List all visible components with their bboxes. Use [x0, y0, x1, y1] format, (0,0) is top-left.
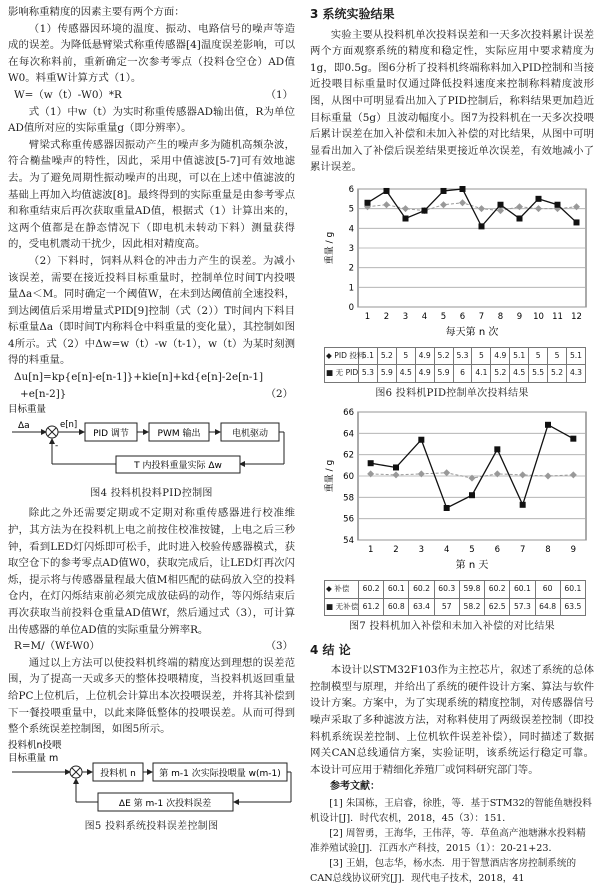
- table-cell: 5.1: [566, 347, 585, 365]
- reference-item: [3] 王娟，包志华，杨水杰．用于智慧酒店客房控制系统的CAN总线协议研究[J]．现代电子技术，2018，41: [310, 858, 577, 885]
- right-column: [310, 4, 594, 886]
- data-point: [368, 461, 374, 467]
- table-cell: 4.9: [491, 347, 510, 365]
- table-cell: 64.8: [535, 598, 560, 616]
- equation-3: R=M/（Wf-W0） （3）: [14, 640, 293, 653]
- x-tick-label: 2: [393, 545, 399, 556]
- table-series-label: ◆ PID 投料: [325, 347, 359, 365]
- figure-6-caption: 图6 投料机PID控制单次投料结果: [375, 387, 529, 399]
- y-tick-label: 5: [348, 204, 354, 215]
- y-tick-label: 64: [343, 429, 354, 440]
- x-tick-label: 2: [383, 311, 390, 322]
- references-title: 参考文献：: [330, 781, 380, 793]
- x-tick-label: 5: [469, 545, 475, 556]
- x-tick-label: 11: [552, 311, 563, 322]
- paragraph: （1）传感器因环境的温度、振动、电路信号的噪声等造成的误差。为降低悬臂梁式称重传感器[4]温度误差影响，可以在每次称料前，重新确定一次参考零点（投料仓空仓）AD值W0。料重W计算方式（1）。: [8, 22, 295, 85]
- table-cell: 4.5: [396, 365, 415, 383]
- table-cell: 62.5: [485, 598, 510, 616]
- table-cell: 57: [434, 598, 459, 616]
- table-cell: 60.2: [485, 580, 510, 598]
- table-cell: 5.2: [491, 365, 510, 383]
- x-axis-label: 每天第 n 次: [445, 326, 499, 338]
- table-cell: 5: [529, 347, 548, 365]
- paragraph: 臂梁式称重传感器因振动产生的噪声多为随机高频杂波，符合椭盐噪声的特性，因此，采用中值滤波[5-7]可有效地滤去。为了避免周期性振动噪声的出现，可以在上述中值滤波的基础上再加入均值滤波[8]。最终得到的实际重量是由参考零点和称重结束后再次获取重量AD值，根据式（1）计算出来的，这两个值都是在静态情况下（即电机未转动下料）测量获得的，受电机震动干扰少，因此相对精度高。: [8, 138, 295, 251]
- y-tick-label: 1: [348, 283, 354, 294]
- chart-figure-7: [310, 404, 594, 574]
- table-cell: 5.9: [434, 365, 453, 383]
- svg-text:电机驱动: 电机驱动: [231, 429, 269, 440]
- paragraph: 除此之外还需要定期或不定期对称重传感器进行校准维护，其方法为在投料机上电之前按住校准按键，上电之后三秒钟，看到LED灯闪烁即可松手，此时进入校验传感器模式，获取空仓下的参考零点AD值W0，获取完成后，让LED灯再次闪烁，提示将与传感器量程最大值M相匹配的砝码放入空的投料仓内，在灯闪烁结束前必须完成放砝码的动作，等闪烁结束后再次获取当前投料仓重量AD值Wf，然后通过式（3），可计算出传感器的单位AD值的实际重量分辨率R。: [8, 507, 295, 636]
- equation-2: Δu[n]=kp{e[n]-e[n-1]}+kie[n]+kd{e[n]-2e[n-1] +e[n-2]} （2）: [14, 371, 293, 400]
- paragraph: 本设计以STM32F103作为主控芯片，叙述了系统的总体控制模型与原理，并给出了系统的硬件设计方案、算法与软件设计方案。方案中，为了实现系统的精度控制，对传感器信号噪声采取了多种滤波方法，对称料使用了两级误差控制（即投料机系统误差控制、上位机软件误差补偿），同时描述了数据网关CAN总线通信方案，实验证明，该系统运行稳定可靠。本设计可应用于精细化养殖厂或饲料研究部门等。: [310, 664, 594, 776]
- data-point: [555, 202, 561, 208]
- y-tick-label: 58: [343, 493, 354, 504]
- figure-4-diagram: [8, 402, 295, 480]
- y-tick-label: 60: [343, 472, 354, 483]
- x-tick-label: 12: [571, 311, 582, 322]
- x-tick-label: 4: [421, 311, 428, 322]
- svg-text:-: -: [55, 441, 59, 452]
- figure-6: [310, 181, 594, 402]
- table-cell: 5.3: [453, 347, 472, 365]
- table-cell: 5.5: [529, 365, 548, 383]
- x-tick-label: 1: [364, 311, 371, 322]
- x-tick-label: 9: [570, 545, 577, 556]
- x-tick-label: 8: [545, 545, 551, 556]
- figure-5-caption: 图5 投料系统投料误差控制图: [84, 821, 219, 833]
- data-point: [444, 505, 450, 511]
- table-cell: 60.1: [510, 580, 535, 598]
- data-point: [498, 202, 504, 208]
- table-cell: 63.4: [409, 598, 434, 616]
- paragraph: 式（1）中w（t）为实时称重传感器AD输出值，R为单位AD值所对应的实际重量g（即分辨率）。: [8, 105, 295, 135]
- chart-figure-6: [310, 181, 594, 341]
- x-tick-label: 10: [533, 311, 544, 322]
- figure-7-caption: 图7 投料机加入补偿和未加入补偿的对比结果: [349, 621, 555, 633]
- paragraph: 影响称重精度的因素主要有两个方面：: [8, 6, 185, 18]
- x-tick-label: 4: [443, 545, 450, 556]
- table-cell: 60.2: [359, 580, 384, 598]
- x-tick-label: 7: [519, 545, 526, 556]
- data-point: [460, 186, 466, 192]
- y-axis-label: 重量 / g: [325, 460, 335, 493]
- data-point: [441, 188, 447, 194]
- reference-item: [2] 周智勇，王海华，王伟萍，等．草鱼高产池塘淋水投料精准养殖试验[J]．江西水产科技，2015（1）：20-21+23．: [310, 828, 586, 855]
- y-tick-label: 6: [348, 184, 354, 195]
- table-cell: 5.2: [434, 347, 453, 365]
- x-tick-label: 3: [418, 545, 425, 556]
- fig4-da-label: Δa: [18, 421, 30, 432]
- data-point: [393, 465, 399, 471]
- figure-6-data-table: [324, 347, 586, 383]
- reference-item: [1] 朱国栋，王启睿，徐胜，等．基于STM32的智能鱼塘投料机设计[J]．时代农机，2018，45（3）：151．: [310, 798, 592, 825]
- data-point: [422, 208, 428, 214]
- equation-1: W=（w（t）-W0）*R （1）: [14, 88, 293, 101]
- table-cell: 4.1: [472, 365, 491, 383]
- table-series-label: ■ 无补偿: [325, 598, 359, 616]
- left-column: [8, 4, 295, 836]
- table-cell: 58.2: [459, 598, 484, 616]
- figure-5-diagram: [8, 738, 295, 814]
- y-axis-label: 重量 / g: [325, 231, 335, 265]
- table-cell: 4.9: [415, 347, 434, 365]
- data-point: [517, 215, 523, 221]
- table-cell: 61.2: [359, 598, 384, 616]
- x-tick-label: 6: [494, 545, 501, 556]
- x-tick-label: 5: [440, 311, 447, 322]
- table-cell: 57.3: [510, 598, 535, 616]
- data-point: [403, 215, 409, 221]
- data-point: [469, 493, 475, 499]
- table-cell: 60.1: [560, 580, 585, 598]
- y-tick-label: 3: [348, 243, 354, 254]
- x-tick-label: 9: [516, 311, 523, 322]
- y-tick-label: 56: [343, 514, 354, 525]
- table-cell: 4.9: [415, 365, 434, 383]
- figure-7-data-table: [324, 580, 586, 616]
- y-tick-label: 66: [343, 408, 354, 419]
- data-point: [520, 502, 526, 508]
- table-cell: 60.2: [409, 580, 434, 598]
- table-series-label: ■ 无 PID: [325, 365, 359, 383]
- fig5-input-line2: 目标重量 m: [8, 752, 59, 764]
- paragraph: （2）下料时，饲料从料仓的冲击力产生的误差。为减小该误差，需要在接近投料目标重量时，控制单位时间T内投喂量Δa＜M。同时确定一个阈值W，在未到达阈值前全速投料，到达阈值后采用增量式PID[9]控制（式（2））T时间内下料目标重量Δa（即时间T内称料仓中料重量的变化量），其控制如图4所示。式（2）中Δw=w（t）-w（t-1），w（t）为某时刻测得的料重量。: [8, 254, 295, 367]
- fig4-input-label: 目标重量: [8, 404, 47, 416]
- table-cell: 5: [548, 347, 567, 365]
- fig5-input-line1: 投料机n投喂: [8, 739, 62, 751]
- data-point: [384, 188, 390, 194]
- y-tick-label: 0: [348, 302, 354, 313]
- svg-text:第 m-1 次实际投喂量 w(m-1): 第 m-1 次实际投喂量 w(m-1): [159, 768, 281, 779]
- table-cell: 5.1: [510, 347, 529, 365]
- figure-7: [310, 404, 594, 635]
- x-tick-label: 8: [497, 311, 504, 322]
- table-cell: 60.1: [384, 580, 409, 598]
- fig4-en-label: e[n]: [60, 420, 78, 431]
- svg-text:T 内投料重量实际 Δw: T 内投料重量实际 Δw: [134, 461, 222, 472]
- data-point: [494, 447, 500, 453]
- table-cell: 5.3: [359, 365, 378, 383]
- table-cell: 5.2: [548, 365, 567, 383]
- svg-text:PWM 输出: PWM 输出: [157, 429, 201, 440]
- table-series-label: ◆ 补偿: [325, 580, 359, 598]
- data-point: [418, 437, 424, 443]
- paragraph: 实验主要从投料机单次投料误差和一天多次投料累计误差两个方面观察系统的精度和稳定性，实际应用中要求精度为1g，即0.5g。图6分析了投料机终端称料加入PID控制和当接近投喂目标重量时仅通过降低投料速度来控制称料精度波形图，从图中可明显看出加入了PID控制后，称料结果更加趋近目标重量（5g）且波动幅度小。图7为投料机在一天多次投喂后累计误差在加入补偿和未加入补偿的对比结果，从图中可明显看出加入了补偿后误差结果更接近单次误差，有效地减小了累计误差。: [310, 28, 594, 174]
- table-cell: 6: [453, 365, 472, 383]
- x-tick-label: 3: [402, 311, 409, 322]
- table-cell: 4.5: [510, 365, 529, 383]
- y-tick-label: 62: [343, 450, 354, 461]
- table-cell: 5.9: [377, 365, 396, 383]
- table-cell: 5: [396, 347, 415, 365]
- x-tick-label: 6: [459, 311, 466, 322]
- data-point: [365, 200, 371, 206]
- y-tick-label: 2: [348, 263, 354, 274]
- table-cell: 5.1: [359, 347, 378, 365]
- table-cell: 60: [535, 580, 560, 598]
- x-axis-label: 第 n 天: [455, 560, 489, 572]
- table-cell: 60.3: [434, 580, 459, 598]
- table-cell: 5.2: [377, 347, 396, 365]
- paragraph: 通过以上方法可以使投料机终端的精度达到理想的误差范围，为了提高一天或多天的整体投喂精度，当投料机返回重量给PC上位机后，上位机会计算出本次投喂误差，并将其补偿到下一餐投喂重量中，以此来降低整体的投喂误差。从而可得到整个系统误差控制图，如图5所示。: [8, 656, 295, 736]
- data-point: [479, 223, 485, 229]
- data-point: [545, 422, 551, 428]
- figure-4-caption: 图4 投料机投料PID控制图: [90, 487, 213, 499]
- data-point: [570, 436, 576, 442]
- table-cell: 5: [472, 347, 491, 365]
- svg-text:ΔE 第 m-1 次投料误差: ΔE 第 m-1 次投料误差: [118, 798, 212, 809]
- svg-text:PID 调节: PID 调节: [93, 429, 129, 440]
- x-tick-label: 1: [367, 545, 374, 556]
- section-heading: 4 结 论: [310, 642, 351, 657]
- data-point: [574, 219, 580, 225]
- y-tick-label: 54: [343, 536, 354, 547]
- table-cell: 60.8: [384, 598, 409, 616]
- x-tick-label: 7: [478, 311, 485, 322]
- y-tick-label: 4: [348, 224, 354, 235]
- table-cell: 4.3: [566, 365, 585, 383]
- table-cell: 63.5: [560, 598, 585, 616]
- data-point: [536, 196, 542, 202]
- table-cell: 59.8: [459, 580, 484, 598]
- section-heading: 3 系统实验结果: [310, 7, 395, 21]
- svg-text:投料机 n: 投料机 n: [100, 768, 136, 779]
